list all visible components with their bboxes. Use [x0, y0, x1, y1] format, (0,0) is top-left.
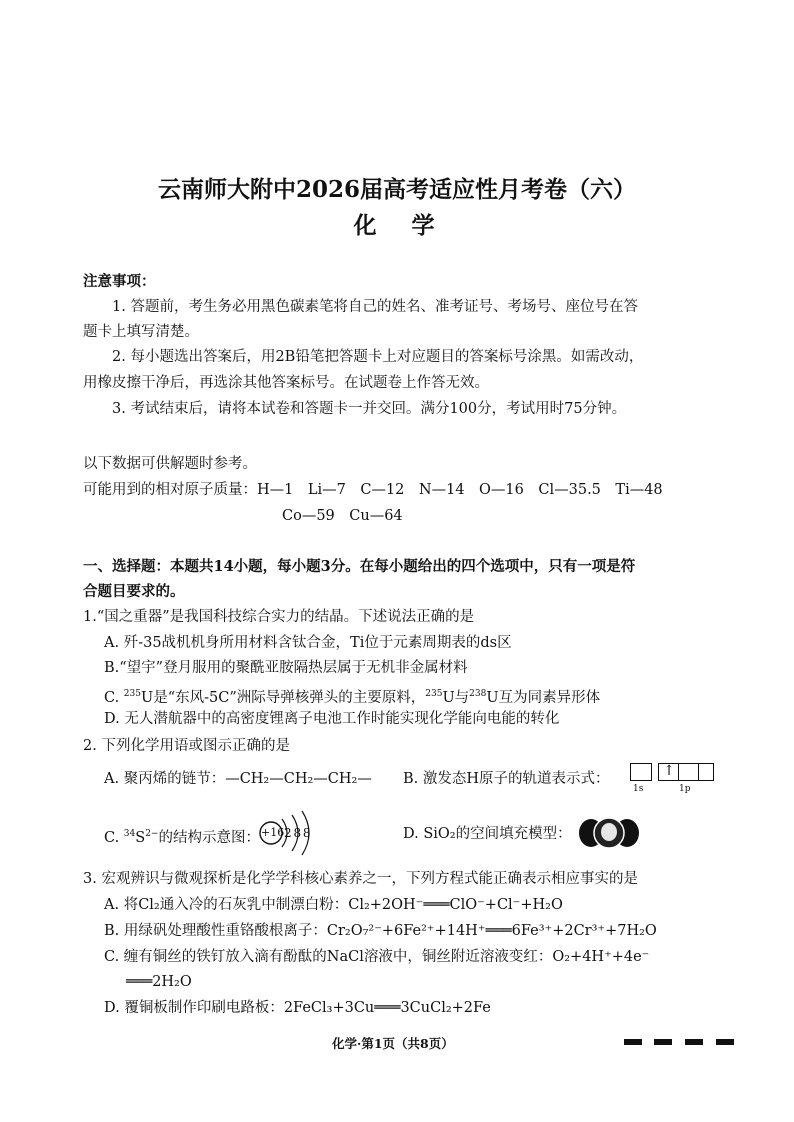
q1-c-text: U是“东风-5C”洲际导弹核弹头的主要原料，: [140, 689, 426, 706]
q2-c-charge: 2−: [145, 829, 159, 839]
space-filling-model-icon: [578, 813, 640, 853]
footer-mark-3: [685, 1039, 703, 1045]
q3-stem: 3. 宏观辨识与微观探析是化学学科核心素养之一，下列方程式能正确表示相应事实的是: [83, 871, 638, 887]
atomic-masses-line-1: 可能用到的相对原子质量：H—1 Li—7 C—12 N—14 O—16 Cl—35.5 Ti—48: [83, 482, 663, 498]
q1-c-text-2: U与: [442, 689, 470, 706]
orbital-label-1s: 1s: [633, 784, 644, 794]
orbital-box-1p-1: [658, 763, 680, 781]
q2-c-text: 的结构示意图：: [158, 829, 260, 846]
q2-option-d: D. SiO₂的空间填充模型：: [403, 826, 572, 842]
section-heading-line-2: 合题目要求的。: [83, 583, 185, 600]
footer-mark-2: [654, 1039, 672, 1045]
subject-title: 化 学: [353, 212, 441, 239]
q3-option-b: B. 用绿矾处理酸性重铬酸根离子：Cr₂O₇²⁻+6Fe²⁺+14H⁺═══6Fe³⁺+2Cr³⁺+7H₂O: [104, 923, 657, 939]
footer-mark-4: [716, 1039, 734, 1045]
q1-c-prefix: C.: [104, 689, 124, 706]
q1-option-d: D. 无人潜航器中的高密度锂离子电池工作时能实现化学能向电能的转化: [104, 711, 560, 727]
q3-option-c-line-2: ═══2H₂O: [126, 974, 192, 990]
orbital-label-1p: 1p: [679, 784, 691, 794]
q3-option-c-line-1: C. 缠有铜丝的铁钉放入滴有酚酞的NaCl溶液中，铜丝附近溶液变红：O₂+4H⁺+4e⁻: [104, 949, 650, 965]
q1-c-mass-235: 235: [123, 689, 141, 699]
electron-arrow-icon: ↑: [663, 763, 675, 779]
notice-item-1-line-1: 1. 答题前，考生务必用黑色碳素笔将自己的姓名、准考证号、考场号、座位号在答: [112, 299, 638, 315]
notice-item-1-line-2: 题卡上填写清楚。: [83, 324, 199, 340]
q2-stem: 2. 下列化学用语或图示正确的是: [83, 738, 290, 754]
ion-nucleus-charge: +16: [261, 826, 285, 839]
q1-option-c: [104, 684, 600, 708]
exam-title: 云南师大附中2026届高考适应性月考卷（六）: [157, 176, 636, 203]
q2-option-c: [104, 824, 260, 848]
notice-heading: 注意事项：: [83, 273, 156, 290]
orbital-box-1p-2: [678, 763, 700, 781]
q1-stem: 1.“国之重器”是我国科技综合实力的结晶。下述说法正确的是: [83, 609, 475, 625]
q1-c-mass-238: 238: [469, 689, 487, 699]
q1-option-a: A. 歼-35战机机身所用材料含钛合金，Ti位于元素周期表的ds区: [104, 635, 512, 651]
section-heading-line-1: 一、选择题：本题共14小题，每小题3分。在每小题给出的四个选项中，只有一项是符: [83, 558, 636, 575]
atomic-masses-line-2: Co—59 Cu—64: [282, 508, 403, 524]
q1-c-text-3: U互为同素异形体: [486, 689, 601, 706]
orbital-box-1p-3: [698, 763, 714, 781]
ion-shell-electrons: 2 8 8: [284, 826, 310, 840]
notice-item-3: 3. 考试结束后，请将本试卷和答题卡一并交回。满分100分，考试用时75分钟。: [112, 401, 627, 417]
q2-option-a: A. 聚丙烯的链节：—CH₂—CH₂—CH₂—: [104, 771, 372, 787]
orbital-box-1s: [630, 763, 652, 781]
q2-c-element: S: [135, 829, 146, 846]
q3-option-a: A. 将Cl₂通入冷的石灰乳中制漂白粉：Cl₂+2OH⁻═══ClO⁻+Cl⁻+H₂O: [104, 897, 563, 913]
q2-option-b: B. 激发态H原子的轨道表示式：: [403, 771, 610, 787]
q2-c-prefix: C.: [104, 829, 124, 846]
q1-c-mass-235b: 235: [425, 689, 443, 699]
q2-c-mass-34: 34: [123, 829, 136, 839]
notice-item-2-line-2: 用橡皮擦干净后，再选涂其他答案标号。在试题卷上作答无效。: [83, 375, 489, 391]
page-footer: 化学·第1页（共8页）: [332, 1036, 454, 1051]
q1-option-b: B.“望宇”登月服用的聚酰亚胺隔热层属于无机非金属材料: [104, 660, 468, 676]
q3-option-d: D. 覆铜板制作印刷电路板：2FeCl₃+3Cu═══3CuCl₂+2Fe: [104, 1000, 491, 1016]
footer-mark-1: [624, 1039, 642, 1045]
notice-item-2-line-1: 2. 每小题选出答案后，用2B铅笔把答题卡上对应题目的答案标号涂黑。如需改动，: [112, 349, 644, 365]
reference-intro: 以下数据可供解题时参考。: [83, 456, 257, 472]
